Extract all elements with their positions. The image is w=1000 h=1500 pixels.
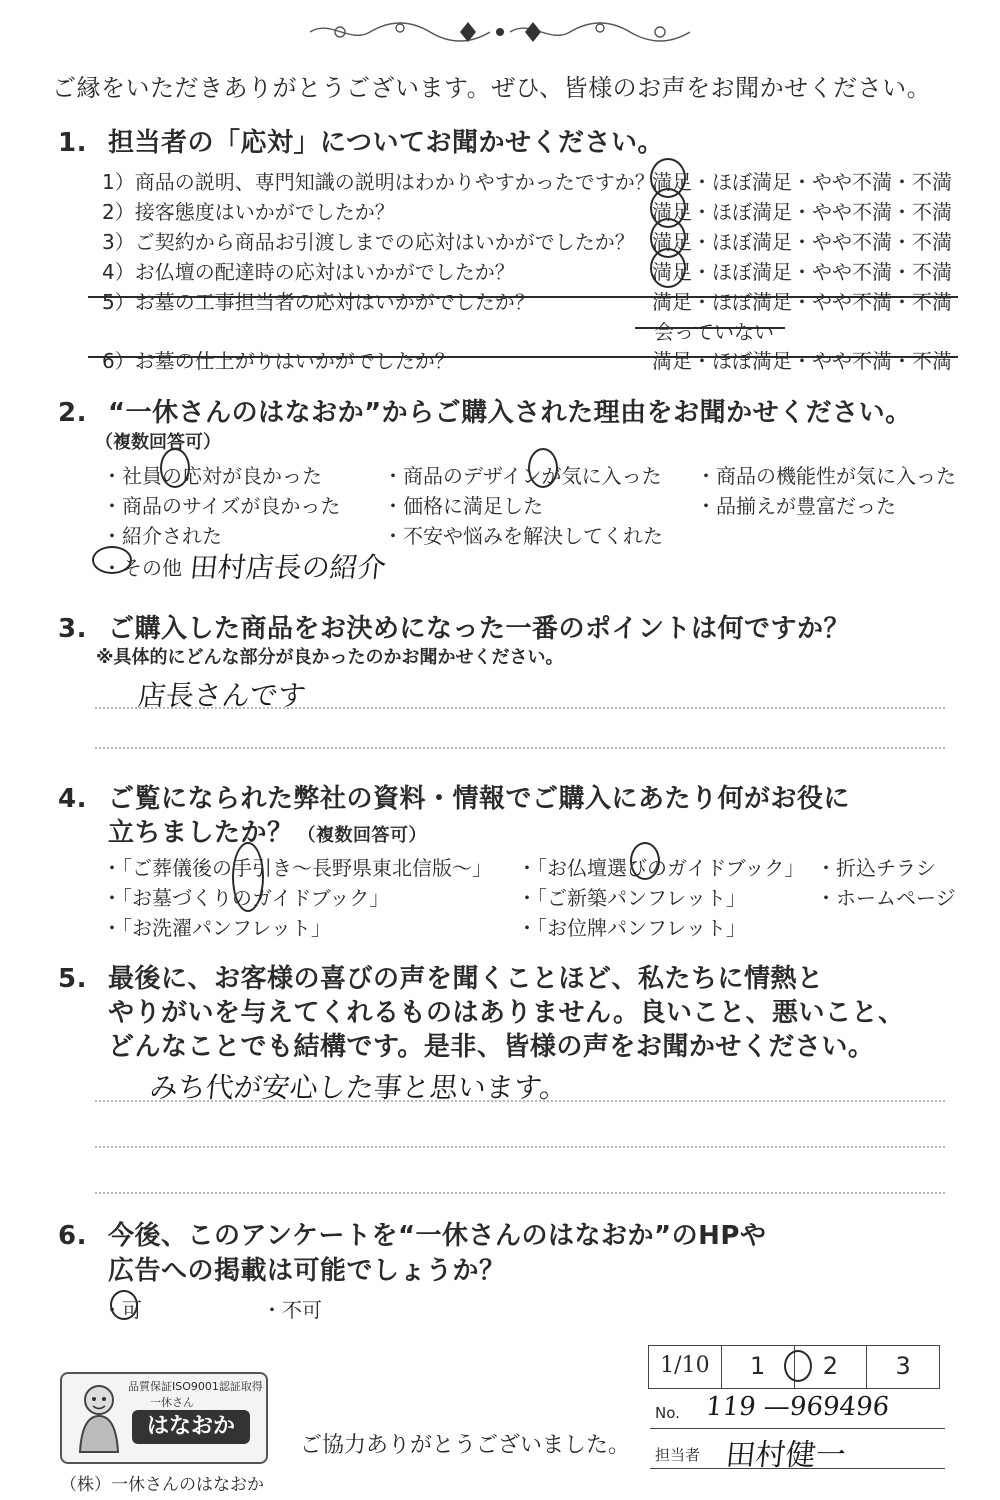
q5-number: 5. xyxy=(58,964,87,994)
logo-certification: 品質保証ISO9001認証取得 xyxy=(128,1380,263,1393)
logo-wordmark: はなおか xyxy=(132,1410,250,1444)
q4-option-ihai: ・「お位牌パンフレット」 xyxy=(517,916,746,940)
q1-scale-5: 満足・ほぼ満足・やや不満・不満 xyxy=(652,290,952,314)
strike-line-not-met xyxy=(635,327,785,329)
q1-title: 担当者の「応対」についてお聞かせください。 xyxy=(108,128,664,158)
q3-title: ご購入した商品をお決めになった一番のポイントは何ですか？ xyxy=(108,614,851,644)
q4-option-funeral-guide: ・「ご葬儀後の手引き～長野県東北信版～」 xyxy=(102,856,492,880)
q2-heading xyxy=(58,392,912,429)
q2-option-referral: ・紹介された xyxy=(102,524,222,548)
q3-heading xyxy=(58,608,850,645)
q4-option-newbuild: ・「ご新築パンフレット」 xyxy=(517,886,746,910)
strike-line-item-5 xyxy=(88,296,958,298)
q2-title: “一休さんのはなおか”からご購入された理由をお聞かせください。 xyxy=(108,398,912,428)
q2-option-variety: ・品揃えが豊富だった xyxy=(696,494,896,518)
answer-circle-design xyxy=(528,448,558,488)
answer-line xyxy=(95,1146,945,1148)
q1-scale-4: 満足・ほぼ満足・やや不満・不満 xyxy=(652,260,952,284)
q1-scale-1: 満足・ほぼ満足・やや不満・不満 xyxy=(652,170,952,194)
q4-option-grave-guide: ・「お墓づくりのガイドブック」 xyxy=(102,886,390,910)
q1-not-met: 会っていない xyxy=(654,320,774,344)
q3-number: 3. xyxy=(58,614,87,644)
number-underline xyxy=(650,1428,945,1429)
answer-circle-4 xyxy=(650,248,686,288)
answer-line xyxy=(95,707,945,709)
q1-scale-6: 満足・ほぼ満足・やや不満・不満 xyxy=(652,349,952,373)
thanks-message: ご協力ありがとうございました。 xyxy=(300,1433,631,1458)
q2-option-design: ・商品のデザインが気に入った xyxy=(383,464,662,488)
q1-item-1: 1）商品の説明、専門知識の説明はわかりやすかったですか？ xyxy=(102,170,655,194)
q1-item-6: 6）お墓の仕上がりはいかがでしたか？ xyxy=(102,349,455,373)
q4-heading xyxy=(58,778,850,815)
q5-heading xyxy=(58,958,824,995)
q1-heading xyxy=(58,122,664,159)
q5-line3: どんなことでも結構です。是非、皆様の声をお聞かせください。 xyxy=(108,1032,875,1062)
answer-line xyxy=(95,1100,945,1102)
q4-title-line1: ご覧になられた弊社の資料・情報でご購入にあたり何がお役に xyxy=(108,784,851,814)
staff-label: 担当者 xyxy=(655,1446,701,1464)
answer-circle-butsudan-guide xyxy=(630,842,660,880)
q6-heading xyxy=(58,1215,766,1252)
q1-item-4: 4）お仏壇の配達時の応対はいかがでしたか？ xyxy=(102,260,515,284)
q5-line2: やりがいを与えてくれるものはありません。良いこと、悪いこと、 xyxy=(108,998,905,1028)
strike-line-item-6 xyxy=(88,356,958,358)
q4-option-laundry: ・「お洗濯パンフレット」 xyxy=(102,916,331,940)
q4-option-flyer: ・折込チラシ xyxy=(816,856,936,880)
grid-cell-1: 1 xyxy=(721,1346,794,1388)
number-value: 119 —969496 xyxy=(704,1392,891,1422)
q6-option-ng: ・不可 xyxy=(262,1298,322,1322)
staff-value: 田村健一 xyxy=(723,1438,848,1473)
answer-circle-ok xyxy=(110,1290,138,1320)
q2-option-solved: ・不安や悩みを解決してくれた xyxy=(383,524,663,548)
answer-line xyxy=(95,1192,945,1194)
q4-option-homepage: ・ホームページ xyxy=(816,886,956,910)
q6-line1: 今後、このアンケートを“一休さんのはなおか”のHPや xyxy=(108,1221,767,1251)
q4-option-butsudan-guide: ・「お仏壇選びのガイドブック」 xyxy=(517,856,805,880)
staff-underline xyxy=(650,1468,945,1469)
grid-cell-2: 2 xyxy=(794,1346,867,1388)
q2-other-answer: 田村店長の紹介 xyxy=(188,551,388,584)
q6-number: 6. xyxy=(58,1221,87,1251)
q2-option-staff: ・社員の応対が良かった xyxy=(102,464,322,488)
q2-number: 2. xyxy=(58,398,87,428)
intro-text: ご縁をいただきありがとうございます。ぜひ、皆様のお声をお聞かせください。 xyxy=(52,74,932,102)
q5-line1: 最後に、お客様の喜びの声を聞くことほど、私たちに情熱と xyxy=(108,964,824,994)
q1-scale-3: 満足・ほぼ満足・やや不満・不満 xyxy=(652,230,952,254)
monk-mascot-icon xyxy=(72,1382,126,1454)
q3-note: ※具体的にどんな部分が良かったのかお聞かせください。 xyxy=(96,647,564,668)
company-name: （株）一休さんのはなおか xyxy=(60,1475,264,1495)
q4-note: （複数回答可） xyxy=(297,825,428,846)
answer-line xyxy=(95,747,945,749)
q1-scale-2: 満足・ほぼ満足・やや不満・不満 xyxy=(652,200,952,224)
q3-answer: 店長さんです xyxy=(136,679,308,712)
q1-item-3: 3）ご契約から商品お引渡しまでの応対はいかがでしたか？ xyxy=(102,230,635,254)
q2-option-other: ・その他 xyxy=(102,556,182,580)
q4-number: 4. xyxy=(58,784,87,814)
q1-item-5: 5）お墓の工事担当者の応対はいかがでしたか？ xyxy=(102,290,535,314)
q2-note: （複数回答可） xyxy=(95,432,221,453)
q4-title-line2: 立ちましたか？ xyxy=(108,818,294,848)
q2-option-price: ・価格に満足した xyxy=(383,494,543,518)
q4-heading-line2 xyxy=(108,812,427,849)
answer-circle-grid-1 xyxy=(784,1350,812,1382)
q1-number: 1. xyxy=(58,128,87,158)
q6-line2: 広告への掲載は可能でしょうか？ xyxy=(108,1256,506,1286)
answer-circle-staff xyxy=(160,448,190,488)
q2-option-size: ・商品のサイズが良かった xyxy=(102,494,341,518)
grid-date: 1/10 xyxy=(660,1353,710,1378)
q6-option-ok: ・可 xyxy=(102,1298,142,1322)
logo-subtitle: 一休さん xyxy=(150,1396,194,1409)
answer-circle-funeral-guide xyxy=(232,842,264,912)
q2-option-function: ・商品の機能性が気に入った xyxy=(696,464,956,488)
q5-answer: みち代が安心した事と思います。 xyxy=(148,1071,570,1104)
grid-cell-3: 3 xyxy=(866,1346,939,1388)
decorative-ornament xyxy=(300,14,700,50)
q1-item-2: 2）接客態度はいかがでしたか？ xyxy=(102,200,395,224)
number-label: No. xyxy=(655,1404,680,1422)
answer-circle-other xyxy=(92,546,132,574)
